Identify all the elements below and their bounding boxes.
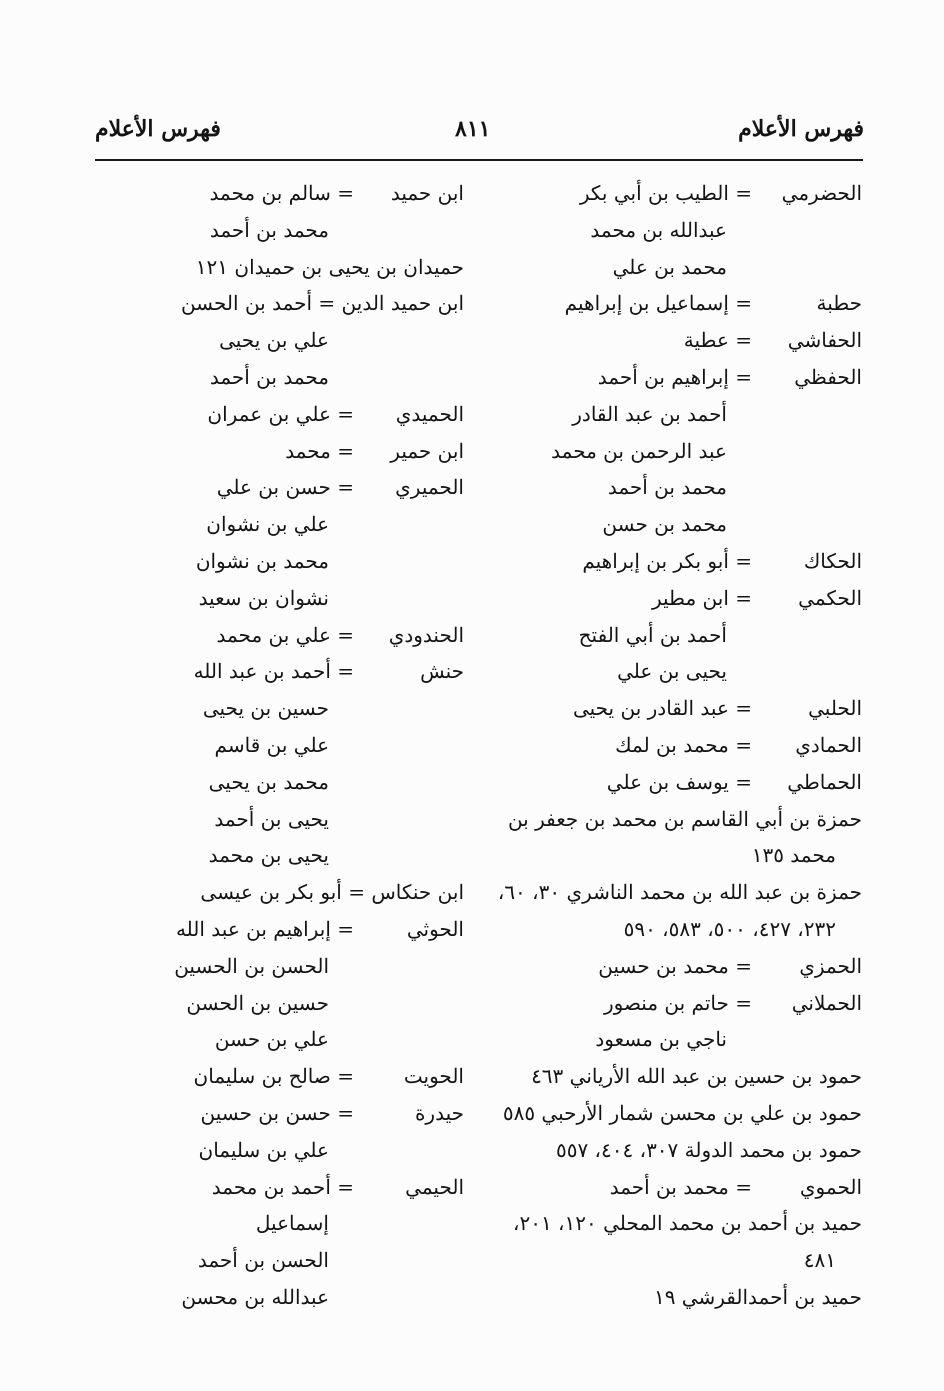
index-entry (84, 543, 464, 580)
index-entry (84, 837, 464, 874)
entry-subname: ناجي بن مسعود (595, 1027, 727, 1052)
entry-heading: حطبة (816, 291, 862, 316)
entry-subname: علي بن يحيى (219, 328, 329, 353)
entry-reference: = حسن بن علي (216, 475, 354, 500)
entry-text: حمود بن علي بن محسن شمار الأرحبي ٥٨٥ (502, 1100, 862, 1125)
index-entry (84, 1242, 464, 1279)
index-entry (482, 801, 862, 838)
entry-heading: الحلبي (808, 696, 862, 721)
entry-heading: الحمزي (799, 953, 862, 978)
entry-reference: = علي بن محمد (216, 622, 354, 647)
index-entry (482, 911, 862, 948)
page-number: ٨١١ (455, 116, 491, 142)
index-entry (84, 580, 464, 617)
index-entry (84, 359, 464, 396)
entry-subname: يحيى بن محمد (208, 843, 329, 868)
index-entry (482, 433, 862, 470)
entry-text: ابن حنكاس = أبو بكر بن عيسى (200, 880, 464, 905)
entry-subname: عبد الرحمن بن محمد (551, 438, 727, 463)
index-entry (482, 1058, 862, 1095)
entry-text: حميدان بن يحيى بن حميدان ١٢١ (195, 254, 464, 279)
index-entry (482, 764, 862, 801)
index-entry (482, 1021, 862, 1058)
entry-reference: = سالم بن محمد (209, 181, 354, 205)
entry-heading: الحكاك (803, 548, 862, 573)
index-entry (84, 948, 464, 985)
index-entry (84, 433, 464, 470)
index-entry (482, 1242, 862, 1279)
entry-text: حمزة بن عبد الله بن محمد الناشري ٣٠، ٦٠، (497, 880, 862, 905)
entry-reference: = محمد (285, 438, 354, 463)
entry-text: حمزة بن أبي القاسم بن محمد بن جعفر بن (507, 806, 862, 831)
index-entry (84, 1058, 464, 1095)
index-entry (84, 727, 464, 764)
entry-reference: = أحمد بن عبد الله (193, 659, 354, 684)
entry-reference: = عطية (683, 328, 752, 353)
entry-subname: حسين بن الحسن (186, 990, 329, 1015)
index-entry (482, 1095, 862, 1132)
entry-heading: حنش (420, 659, 464, 684)
entry-subname: محمد بن أحمد (607, 475, 727, 500)
entry-heading: الحضرمي (781, 181, 862, 205)
index-entry (482, 727, 862, 764)
entry-reference: = إبراهيم بن أحمد (597, 364, 752, 389)
entry-heading: الحوثي (406, 916, 464, 941)
entry-reference: = عبد القادر بن يحيى (572, 696, 752, 721)
entry-subname: يحيى بن علي (617, 659, 727, 684)
index-entry (482, 175, 862, 212)
entry-reference: = حسن بن حسين (200, 1100, 354, 1125)
entry-text: ابن حميد الدين = أحمد بن الحسن (180, 291, 464, 316)
index-entry (482, 985, 862, 1022)
index-entry (84, 764, 464, 801)
entry-reference: = الطيب بن أبي بكر (579, 181, 752, 205)
index-column-right (482, 175, 862, 1316)
index-entry (84, 874, 464, 911)
index-entry (482, 1132, 862, 1169)
entry-reference: = يوسف بن علي (606, 769, 752, 794)
entry-subname: علي بن سليمان (198, 1137, 329, 1162)
entry-text: حمود بن حسين بن عبد الله الأرياني ٤٦٣ (531, 1064, 862, 1089)
entry-subname: علي بن حسن (214, 1027, 329, 1052)
index-entry (482, 1169, 862, 1206)
index-entry (482, 285, 862, 322)
entry-subname: الحسن بن أحمد (197, 1248, 329, 1273)
index-entry (84, 1169, 464, 1206)
entry-text: حمود بن محمد الدولة ٣٠٧، ٤٠٤، ٥٥٧ (555, 1137, 862, 1162)
entry-reference: = أبو بكر بن إبراهيم (582, 548, 752, 573)
index-entry (84, 506, 464, 543)
index-entry (84, 469, 464, 506)
entry-heading: الحماطي (787, 769, 862, 794)
entry-subname: علي بن نشوان (206, 512, 329, 537)
entry-heading: حيدرة (414, 1100, 464, 1125)
index-entry (482, 543, 862, 580)
entry-heading: الحفظي (794, 364, 862, 389)
entry-subname: محمد بن علي (612, 254, 727, 279)
index-entry (482, 837, 862, 874)
entry-subname: محمد بن أحمد (209, 364, 329, 389)
index-entry (84, 653, 464, 690)
entry-reference: = حاتم بن منصور (603, 990, 752, 1015)
entry-subname: علي بن قاسم (214, 732, 329, 757)
index-entry (482, 617, 862, 654)
index-entry (482, 212, 862, 249)
entry-text: حميد بن أحمد بن محمد المحلي ١٢٠، ٢٠١، (512, 1211, 862, 1236)
index-column-left (84, 175, 464, 1316)
entry-heading: ابن حمير (390, 438, 464, 463)
entry-reference: = إبراهيم بن عبد الله (175, 916, 354, 941)
entry-reference: = إسماعيل بن إبراهيم (564, 291, 752, 316)
index-entry (84, 1279, 464, 1316)
index-entry (482, 690, 862, 727)
index-entry (482, 359, 862, 396)
index-entry (84, 801, 464, 838)
entry-heading: الحميدي (395, 401, 464, 426)
index-entry (482, 249, 862, 286)
entry-subname: محمد بن حسن (602, 512, 727, 537)
index-entry (482, 874, 862, 911)
index-entry (84, 285, 464, 322)
entry-subname: عبدالله بن محسن (181, 1284, 329, 1309)
index-entry (482, 469, 862, 506)
entry-subname: عبدالله بن محمد (590, 217, 727, 242)
entry-reference: = محمد بن حسين (598, 953, 752, 978)
entry-subname: الحسن بن الحسين (174, 953, 329, 978)
entry-subname: أحمد بن عبد القادر (572, 401, 727, 426)
entry-heading: الحندودي (388, 622, 464, 647)
entry-reference: = علي بن عمران (207, 401, 354, 426)
index-entry (84, 175, 464, 212)
index-entry (84, 1132, 464, 1169)
index-entry (84, 911, 464, 948)
entry-reference: = محمد بن أحمد (609, 1174, 752, 1199)
entry-heading: الحيمي (405, 1174, 464, 1199)
index-entry (84, 1021, 464, 1058)
header-title-right: فهرس الأعلام (738, 116, 864, 142)
index-entry (84, 249, 464, 286)
entry-subname: أحمد بن أبي الفتح (578, 622, 727, 647)
entry-subname: إسماعيل (255, 1211, 329, 1236)
index-entry (84, 690, 464, 727)
entry-subname: يحيى بن أحمد (214, 806, 329, 831)
entry-subname: محمد بن يحيى (208, 769, 329, 794)
entry-heading: ابن حميد (390, 181, 464, 205)
header-title-left: فهرس الأعلام (95, 116, 221, 142)
entry-heading: الحموي (799, 1174, 862, 1199)
entry-continuation: ٤٨١ (803, 1248, 836, 1273)
entry-heading: الحملاني (791, 990, 862, 1015)
index-entry (84, 396, 464, 433)
entry-subname: محمد بن نشوان (195, 548, 329, 573)
index-entry (84, 322, 464, 359)
index-entry (482, 396, 862, 433)
index-entry (482, 1205, 862, 1242)
index-entry (482, 506, 862, 543)
entry-subname: محمد بن أحمد (209, 217, 329, 242)
index-entry (482, 580, 862, 617)
index-entry (482, 322, 862, 359)
entry-continuation: محمد ١٣٥ (751, 843, 836, 868)
index-entry (482, 653, 862, 690)
index-entry (84, 1205, 464, 1242)
entry-subname: حسين بن يحيى (202, 696, 329, 721)
entry-heading: الحميري (395, 475, 464, 500)
entry-heading: الحكمي (798, 585, 862, 610)
index-entry (482, 1279, 862, 1316)
index-entry (84, 1095, 464, 1132)
entry-text: حميد بن أحمدالقرشي ١٩ (653, 1284, 862, 1309)
entry-subname: نشوان بن سعيد (198, 585, 329, 610)
entry-reference: = أحمد بن محمد (211, 1174, 354, 1199)
entry-heading: الحويت (403, 1064, 464, 1089)
header-rule (95, 159, 863, 161)
entry-reference: = صالح بن سليمان (193, 1064, 354, 1089)
entry-reference: = ابن مطير (651, 585, 752, 610)
index-entry (84, 617, 464, 654)
entry-heading: الحمادي (795, 732, 862, 757)
entry-reference: = محمد بن لمك (615, 732, 752, 757)
index-entry (84, 985, 464, 1022)
index-entry (84, 212, 464, 249)
entry-continuation: ٢٣٢، ٤٢٧، ٥٠٠، ٥٨٣، ٥٩٠ (623, 916, 836, 941)
entry-heading: الحفاشي (787, 328, 862, 353)
index-entry (482, 948, 862, 985)
